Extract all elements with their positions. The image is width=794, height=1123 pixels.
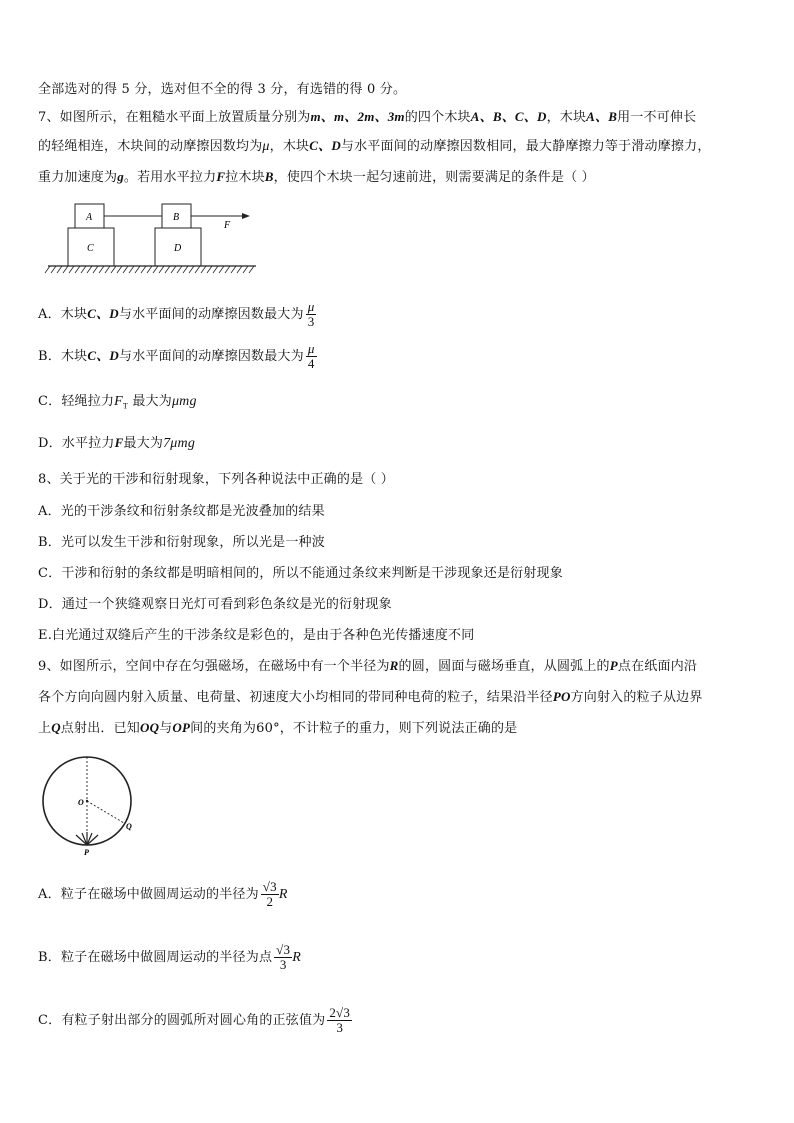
- q7-blocks-ab: A、B: [586, 109, 618, 124]
- q7-option-b[interactable]: [38, 342, 317, 371]
- q8-option-c[interactable]: C．干涉和衍射的条纹都是明暗相间的，所以不能通过条纹来判断是干涉现象还是衍射现象: [38, 566, 563, 581]
- q9a-num: √3: [262, 879, 277, 894]
- q7c-sub: T: [122, 401, 129, 411]
- q9a-R: R: [278, 887, 288, 902]
- q7a-fraction: [306, 300, 317, 329]
- q9-OP: OP: [172, 720, 191, 735]
- ground-hatch: [195, 266, 200, 273]
- ground-hatch: [213, 266, 218, 273]
- q7-F: F: [216, 169, 226, 184]
- ground-hatch: [57, 266, 62, 273]
- q8-option-e[interactable]: E.白光通过双缝后产生的干涉条纹是彩色的，是由于各种色光传播速度不同: [38, 628, 475, 643]
- q9-OQ: OQ: [140, 720, 160, 735]
- q7-option-d[interactable]: [38, 432, 195, 452]
- ground-hatch: [81, 266, 86, 273]
- q9-stem-line3: [38, 717, 517, 736]
- q9-stem-line1: [38, 655, 697, 674]
- q9-P: P: [609, 658, 618, 673]
- q7d-F: F: [114, 435, 124, 450]
- ground-hatch: [219, 266, 224, 273]
- ground-hatch: [243, 266, 248, 273]
- q9a-den: 2: [266, 894, 274, 909]
- ground-hatch: [189, 266, 194, 273]
- q7-l3d: ，使四个木块一起匀速前进，则需要满足的条件是（ ）: [273, 170, 595, 185]
- q9-l3d: 间的夹角为60°，不计粒子的重力，则下列说法正确的是: [190, 721, 518, 736]
- ground-hatch: [135, 266, 140, 273]
- label-f: F: [224, 220, 231, 231]
- ground-hatch: [69, 266, 74, 273]
- ground-hatch: [105, 266, 110, 273]
- q9-stem-line2: [38, 686, 703, 705]
- q7a-pre: A．木块: [38, 307, 88, 322]
- q9-option-c[interactable]: [38, 1006, 352, 1035]
- q7-g: g: [117, 169, 124, 184]
- ground-hatch: [207, 266, 212, 273]
- q9-PO: PO: [552, 689, 571, 704]
- q9a-text: A．粒子在磁场中做圆周运动的半径为: [38, 887, 259, 902]
- q9a-fraction: [261, 880, 279, 909]
- q9c-text: C．有粒子射出部分的圆弧所对圆心角的正弦值为: [38, 1013, 326, 1028]
- q7c-post: 最大为: [128, 394, 172, 409]
- q9c-fraction: [327, 1006, 352, 1035]
- q7-l1d: 用一不可伸长: [617, 110, 697, 125]
- label-q: Q: [126, 822, 132, 831]
- ground-hatch: [129, 266, 134, 273]
- q7b-pre: B．木块: [38, 349, 88, 364]
- q7a-post: 与水平面间的动摩擦因数最大为: [118, 307, 304, 322]
- q7-B: B: [264, 169, 274, 184]
- q7c-val: μmg: [171, 394, 197, 409]
- q7-stem-line2: [38, 135, 711, 155]
- q7a-cd: C、D: [87, 306, 119, 321]
- ground-hatch: [75, 266, 80, 273]
- force-arrowhead: [242, 213, 250, 219]
- q9c-num: 2√3: [329, 1005, 351, 1020]
- ground-hatch: [231, 266, 236, 273]
- ground-hatch: [51, 266, 56, 273]
- label-p: P: [84, 848, 89, 857]
- q7d-pre: D．水平拉力: [38, 436, 115, 451]
- q9-l1a: 9、如图所示，空间中存在匀强磁场，在磁场中有一个半径为: [38, 659, 390, 674]
- q7-l1c: ，木块: [546, 110, 587, 125]
- q7-l1a: 7、如图所示，在粗糙水平面上放置质量分别为: [38, 110, 311, 125]
- q9b-den: 3: [279, 957, 287, 972]
- q7-option-c[interactable]: [38, 390, 197, 411]
- q9c-den: 3: [336, 1020, 344, 1035]
- q7a-num: μ: [307, 299, 315, 314]
- q7-mu: μ: [262, 139, 270, 154]
- q7-blocks-figure: [44, 198, 264, 280]
- q7c-pre: C．轻绳拉力: [38, 394, 115, 409]
- ground-hatch: [183, 266, 188, 273]
- q7c-F: F: [114, 394, 123, 409]
- ground-hatch: [249, 266, 254, 273]
- ground-hatch: [87, 266, 92, 273]
- q7b-num: μ: [307, 341, 315, 356]
- label-b: B: [173, 212, 180, 223]
- ground-hatch: [171, 266, 176, 273]
- q9-l3c: 与: [159, 721, 173, 736]
- ground-hatch: [237, 266, 242, 273]
- q9b-text: B．粒子在磁场中做圆周运动的半径为点: [38, 950, 273, 965]
- center-dot: [86, 800, 88, 802]
- q9-l3a: 上: [38, 721, 52, 736]
- q9-l2a: 各个方向向圆内射入质量、电荷量、初速度大小均相同的带同种电荷的粒子，结果沿半径: [38, 690, 553, 705]
- q9-l3b: 点射出．已知: [60, 721, 140, 736]
- ground-hatch: [225, 266, 230, 273]
- ground-hatch: [99, 266, 104, 273]
- q9-Q: Q: [51, 720, 61, 735]
- q9-circle-figure: [38, 755, 148, 860]
- q7b-cd: C、D: [87, 348, 120, 363]
- ground-hatch: [123, 266, 128, 273]
- q7-stem-line3: [38, 166, 595, 185]
- label-o: O: [78, 798, 84, 807]
- ground-hatch: [111, 266, 116, 273]
- q7-blocks-cd: C、D: [309, 138, 341, 153]
- q7a-den: 3: [307, 314, 315, 329]
- q9b-num: √3: [276, 942, 291, 957]
- label-c: C: [87, 243, 94, 254]
- radius-oq: [87, 801, 124, 823]
- ground-hatch: [93, 266, 98, 273]
- q7-blocks-abcd: A、B、C、D: [470, 109, 547, 124]
- ground-hatch: [153, 266, 158, 273]
- q8-option-b[interactable]: B．光可以发生干涉和衍射现象，所以光是一种波: [38, 535, 325, 550]
- intro-text: 全部选对的得 5 分，选对但不全的得 3 分，有选错的得 0 分。: [38, 82, 407, 97]
- label-d: D: [174, 243, 182, 254]
- q7-l2c: 与水平面间的动摩擦因数相同，最大静摩擦力等于滑动摩擦力，: [340, 139, 711, 154]
- q9-option-b[interactable]: [38, 943, 301, 972]
- q7-option-a[interactable]: [38, 300, 316, 329]
- q9-l1b: 的圆，圆面与磁场垂直，从圆弧上的: [398, 659, 610, 674]
- ground-hatch: [159, 266, 164, 273]
- q7-l3a: 重力加速度为: [38, 170, 118, 185]
- q7-l3b: 。若用水平拉力: [123, 170, 217, 185]
- ground-hatch: [141, 266, 146, 273]
- q9-option-a[interactable]: [38, 880, 288, 909]
- ground-hatch: [45, 266, 50, 273]
- q7-l3c: 拉木块: [225, 170, 265, 185]
- q7b-den: 4: [307, 356, 315, 371]
- ground-hatch: [201, 266, 206, 273]
- q9-l1c: 点在纸面内沿: [617, 659, 698, 674]
- q7-masses: m、m、2m、3m: [310, 109, 405, 124]
- q8-stem: 8、关于光的干涉和衍射现象，下列各种说法中正确的是（ ）: [38, 472, 395, 487]
- q8-option-a[interactable]: A．光的干涉条纹和衍射条纹都是光波叠加的结果: [38, 504, 325, 519]
- ground-hatch: [147, 266, 152, 273]
- q9b-R: R: [292, 950, 301, 965]
- q7d-post: 最大为: [123, 436, 164, 451]
- ground-hatch: [177, 266, 182, 273]
- ground-hatch: [117, 266, 122, 273]
- q7-stem-line1: [38, 106, 696, 125]
- ground-hatch: [63, 266, 68, 273]
- q7-l2a: 的轻绳相连，木块间的动摩擦因数均为: [38, 139, 263, 154]
- q7-l1b: 的四个木块: [404, 110, 471, 125]
- label-a: A: [86, 212, 93, 223]
- q9-l2b: 方向射入的粒子从边界: [570, 690, 703, 705]
- particle-arrows: [76, 832, 98, 845]
- q7b-fraction: [306, 342, 317, 371]
- q8-option-d[interactable]: D．通过一个狭缝观察日光灯可看到彩色条纹是光的衍射现象: [38, 597, 392, 612]
- q9b-fraction: [274, 943, 292, 972]
- q7d-val: 7μmg: [163, 436, 196, 451]
- ground-hatch: [165, 266, 170, 273]
- q7b-post: 与水平面间的动摩擦因数最大为: [119, 349, 304, 364]
- q9-R: R: [389, 658, 399, 673]
- q7-l2b: ，木块: [269, 139, 310, 154]
